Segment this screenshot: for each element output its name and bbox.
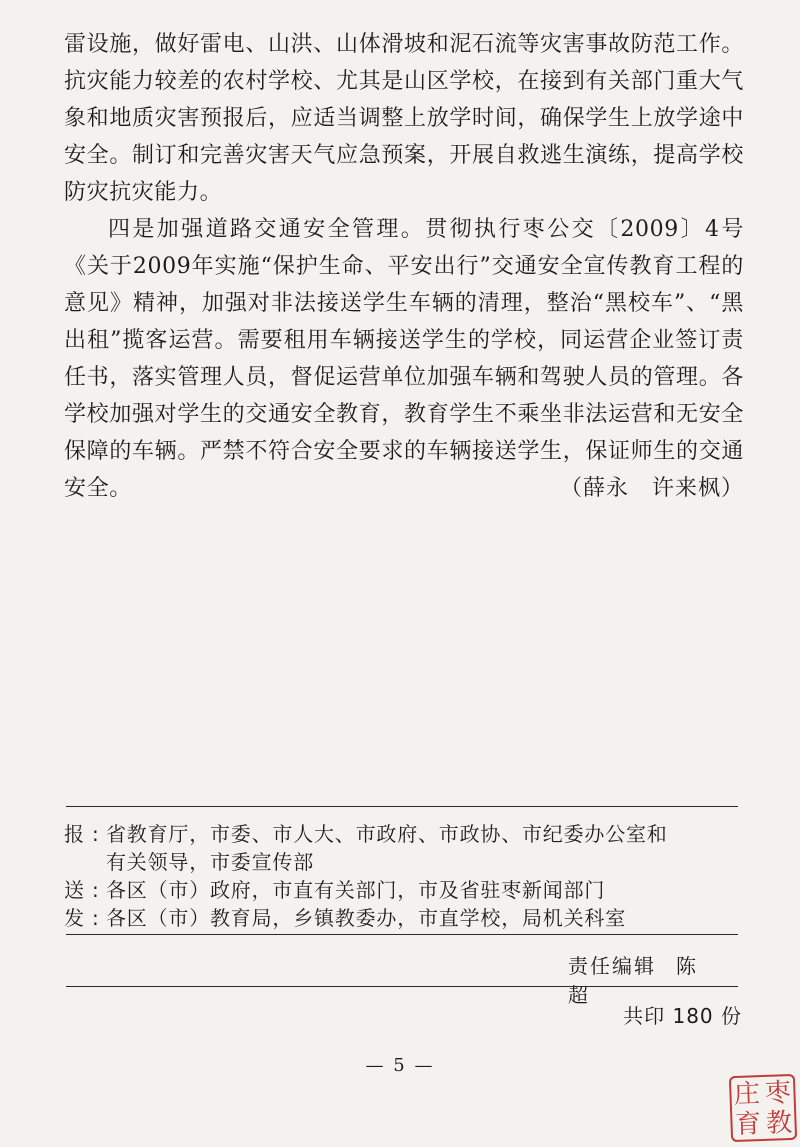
editor-label: 责任编辑 (568, 954, 656, 978)
seal-char: 教 (765, 1108, 793, 1139)
divider-bottom (66, 986, 738, 987)
seal-char: 枣 (764, 1078, 792, 1109)
body-text (64, 26, 744, 507)
seal-char: 育 (734, 1109, 762, 1140)
divider-middle (66, 934, 738, 935)
report-recipients-line2: 有关领导，市委宣传部 (106, 850, 314, 874)
issue-recipients: 各区（市）教育局，乡镇教委办，市直学校，局机关科室 (106, 906, 626, 930)
distribution-list (64, 820, 754, 932)
paragraph-traffic-safety (64, 211, 744, 507)
seal-char: 庄 (733, 1079, 761, 1110)
report-label: 报 (64, 822, 85, 846)
distribution-report-row: 报 : 省教育厅，市委、市人大、市政府、市政协、市纪委办公室和 有关领导，市委宣传部 (64, 822, 668, 874)
send-label: 送 (64, 878, 85, 902)
page-number: — 5 — (365, 1055, 435, 1076)
paragraph-traffic-safety-text: 四是加强道路交通安全管理。贯彻执行枣公交〔2009〕4号《关于2009年实施“保护生命、平安出行”交通安全宣传教育工程的意见》精神，加强对非法接送学生车辆的清理，整治“黑校车”、“黑出租”揽客运营。需要租用车辆接送学生的学校，同运营企业签订责任书，落实管理人员，督促运营单位加强车辆和驾驶人员的管理。各学校加强对学生的交通安全教育，教育学生不乘坐非法运营和无安全保障的车辆。严禁不符合安全要求的车辆接送学生，保证师生的交通安全。 (64, 217, 744, 501)
zaozhuang-education-seal-stamp (729, 1074, 797, 1142)
distribution-issue-row: 发 : 各区（市）教育局，乡镇教委办，市直学校，局机关科室 (64, 904, 754, 932)
editor-name: 陈超 (568, 954, 720, 1007)
print-copies: 共印 180 份 (623, 1004, 742, 1028)
divider-top (66, 806, 738, 807)
article-authors: （薛永 许来枫） (559, 476, 744, 501)
paragraph-disaster-prevention: 雷设施，做好雷电、山洪、山体滑坡和泥石流等灾害事故防范工作。抗灾能力较差的农村学校、尤其是山区学校，在接到有关部门重大气象和地质灾害预报后，应适当调整上放学时间，确保学生上放学途中安全。制订和完善灾害天气应急预案，开展自救逃生演练，提高学校防灾抗灾能力。 (64, 32, 744, 205)
send-recipients: 各区（市）政府，市直有关部门，市及省驻枣新闻部门 (106, 878, 606, 902)
distribution-send-row: 送 : 各区（市）政府，市直有关部门，市及省驻枣新闻部门 (64, 876, 754, 904)
issue-label: 发 (64, 906, 85, 930)
report-recipients-line1: 省教育厅，市委、市人大、市政府、市政协、市纪委办公室和 (106, 822, 668, 846)
